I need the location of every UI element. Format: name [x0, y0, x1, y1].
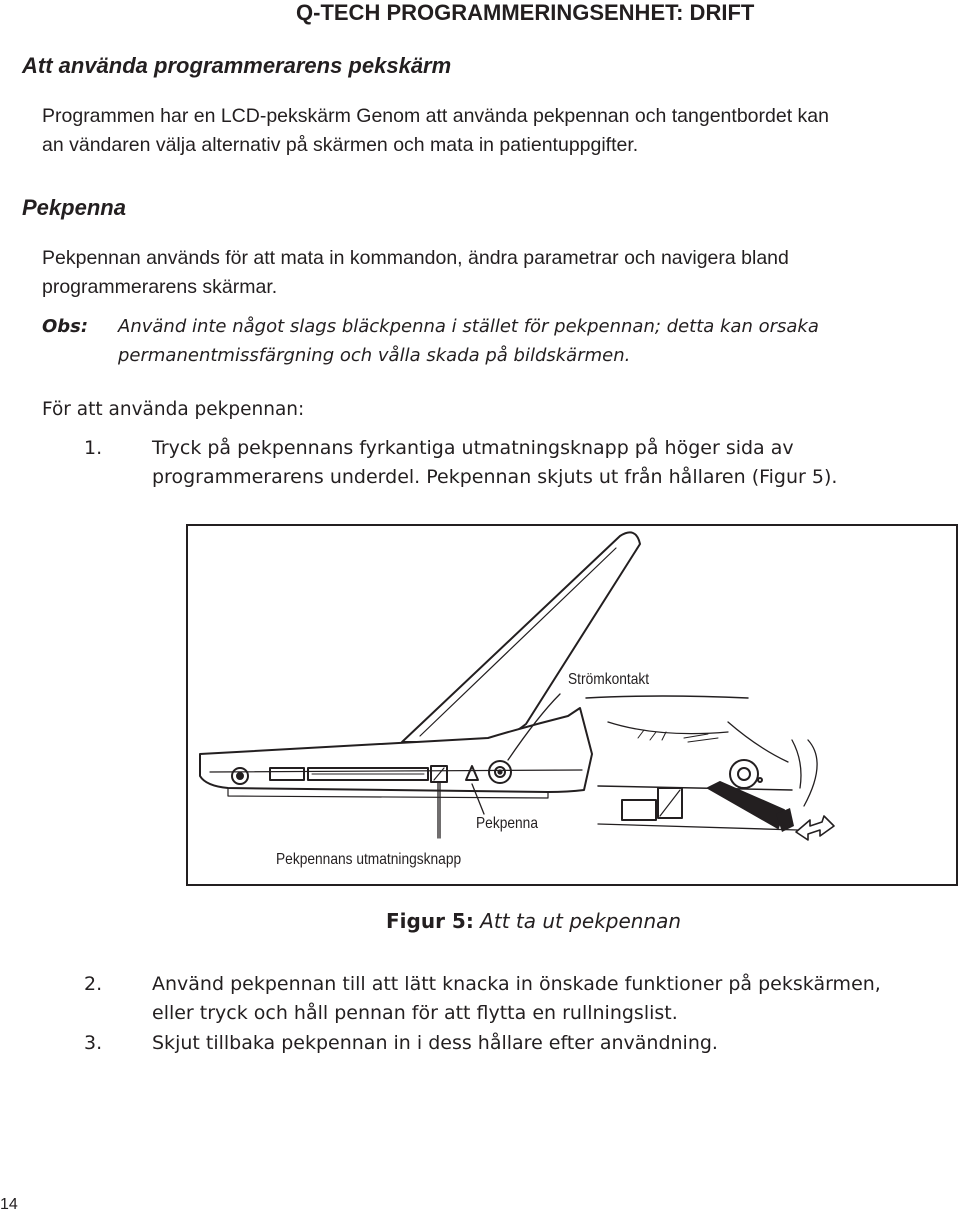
- step-line: eller tryck och håll pennan för att flytta en rullningslist.: [152, 1002, 678, 1024]
- note-line: permanentmissfärgning och vålla skada på bildskärmen.: [118, 345, 631, 366]
- step-text: [152, 434, 960, 492]
- step-text: [152, 1029, 960, 1058]
- direction-arrow-icon: [796, 816, 834, 840]
- section-heading-touchscreen: Att använda programmerarens pekskärm: [22, 53, 452, 78]
- paragraph-line: programmerarens skärmar.: [42, 276, 278, 298]
- note-line: Använd inte något slags bläckpenna i stället för pekpennan; detta kan orsaka: [118, 316, 819, 337]
- callout-eject-button: Pekpennans utmatningsknapp: [276, 851, 462, 868]
- step-line: Tryck på pekpennans fyrkantiga utmatningsknapp på höger sida av: [152, 437, 794, 459]
- paragraph-line: Programmen har en LCD-pekskärm Genom att använda pekpennan och tangentbordet kan: [42, 105, 829, 127]
- step-number: 3.: [84, 1032, 103, 1054]
- step-line: Använd pekpennan till att lätt knacka in önskade funktioner på pekskärmen,: [152, 973, 881, 995]
- programmer-device-illustration: [188, 526, 956, 884]
- figure-caption-text: Att ta ut pekpennan: [473, 909, 682, 933]
- callout-stylus: Pekpenna: [476, 815, 538, 832]
- figure-caption: [386, 906, 681, 936]
- figure-5-illustration: [186, 524, 958, 886]
- step-number: 1.: [84, 437, 103, 459]
- paragraph-touchscreen: [42, 102, 960, 160]
- page-header-title: Q-TECH PROGRAMMERINGSENHET: DRIFT: [296, 0, 755, 25]
- note-text: [118, 312, 948, 370]
- paragraph-line: Pekpennan används för att mata in kommandon, ändra parametrar och navigera bland: [42, 247, 789, 269]
- step-text: [152, 970, 960, 1028]
- step-number: 2.: [84, 973, 103, 995]
- paragraph-stylus: [42, 244, 960, 302]
- callout-power-connector: Strömkontakt: [568, 671, 650, 688]
- step-line: Skjut tillbaka pekpennan in i dess hållare efter användning.: [152, 1032, 718, 1054]
- section-heading-stylus: Pekpenna: [22, 195, 126, 220]
- step-line: programmerarens underdel. Pekpennan skjuts ut från hållaren (Figur 5).: [152, 466, 838, 488]
- page-number: 14: [0, 1196, 18, 1213]
- paragraph-line: an vändaren välja alternativ på skärmen och mata in patientuppgifter.: [42, 134, 639, 156]
- note-label: Obs:: [42, 316, 89, 337]
- figure-caption-label: Figur 5:: [386, 909, 474, 933]
- steps-intro: För att använda pekpennan:: [42, 399, 305, 420]
